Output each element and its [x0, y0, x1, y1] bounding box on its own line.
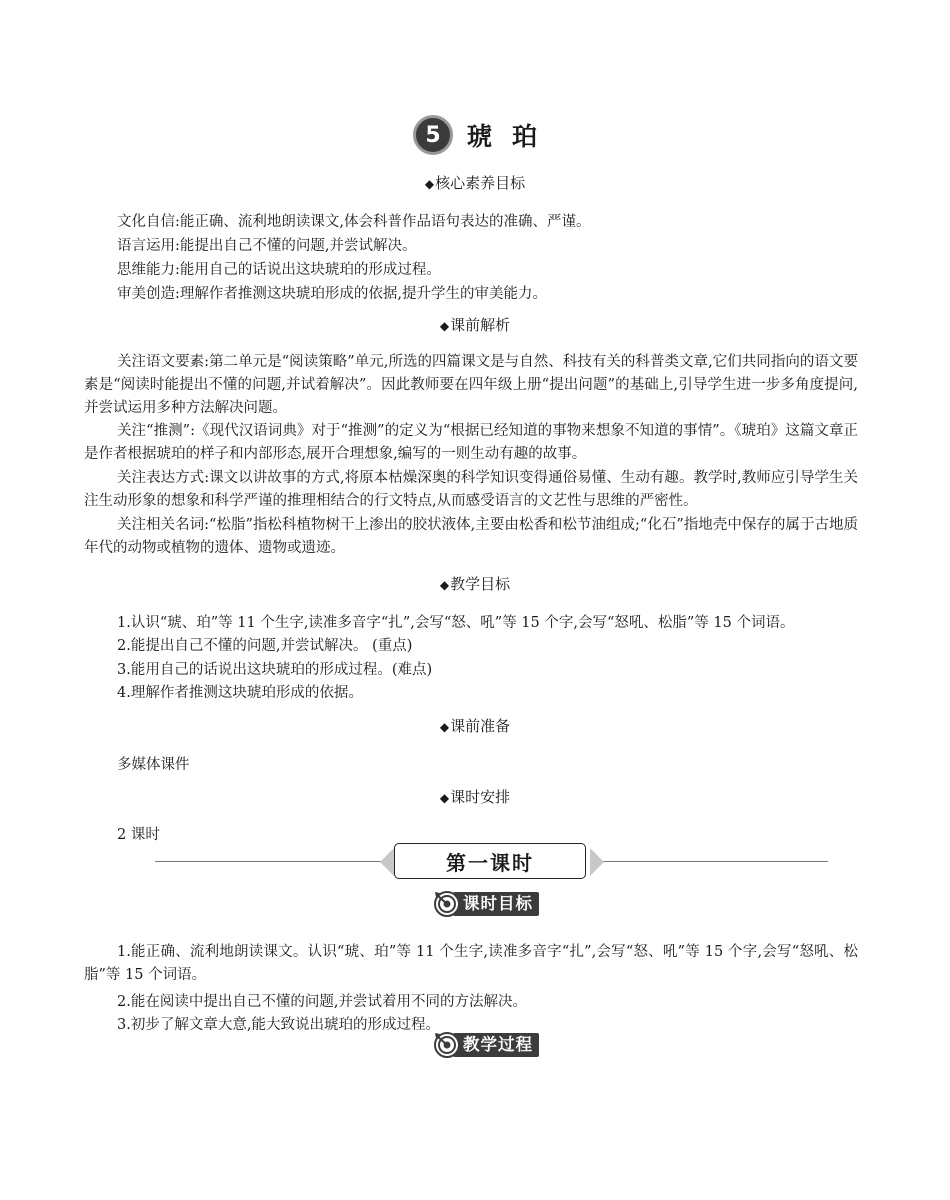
core-goal-item: 文化自信:能正确、流利地朗读课文,体会科普作品语句表达的准确、严谨。 [117, 214, 591, 230]
core-goal-item: 审美创造:理解作者推测这块琥珀形成的依据,提升学生的审美能力。 [117, 286, 547, 302]
lesson-title-text: 琥珀 [466, 122, 557, 151]
divider-line-right [598, 861, 828, 862]
banner-arrow-left [380, 848, 394, 876]
section-heading-schedule: ◆课时安排 [439, 788, 511, 806]
section-heading-pre-analysis: ◆课前解析 [439, 316, 511, 334]
target-icon [434, 891, 460, 917]
core-goal-item: 思维能力:能用自己的话说出这块琥珀的形成过程。 [117, 262, 441, 278]
lesson-goal-item: 1.能正确、流利地朗读课文。认识“琥、珀”等 11 个生字,读准多音字“扎”,会写“怒、吼”等 15 个字,会写“怒吼、松脂”等 15 个词语。 [84, 944, 858, 983]
section-heading-core-goals: ◆核心素养目标 [424, 174, 526, 192]
first-lesson-title: 第一课时 [394, 843, 586, 879]
diamond-icon: ◆ [439, 319, 450, 333]
target-icon [434, 1032, 460, 1058]
teaching-goal-item: 2.能提出自己不懂的问题,并尝试解决。 (重点) [117, 638, 413, 654]
lesson-goal-item: 2.能在阅读中提出自己不懂的问题,并尝试着用不同的方法解决。 [117, 994, 527, 1010]
teaching-goal-item: 4.理解作者推测这块琥珀形成的依据。 [117, 685, 363, 701]
analysis-paragraph: 关注表达方式:课文以讲故事的方式,将原本枯燥深奥的科学知识变得通俗易懂、生动有趣。教学时,教师应引导学生关注生动形象的想象和科学严谨的推理相结合的行文特点,从而感受语言的文艺性与思维的严密性。 [84, 470, 858, 509]
diamond-icon: ◆ [439, 720, 450, 734]
teaching-goal-item: 1.认识“琥、珀”等 11 个生字,读准多音字“扎”,会写“怒、吼”等 15 个字,会写“怒吼、松脂”等 15 个词语。 [117, 615, 795, 631]
teaching-goal-item: 3.能用自己的话说出这块琥珀的形成过程。(难点) [117, 662, 433, 678]
schedule-content: 2 课时 [117, 827, 160, 843]
section-heading-preparation: ◆课前准备 [439, 717, 511, 735]
section-heading-teaching-goals: ◆教学目标 [439, 575, 511, 593]
lesson-title [0, 113, 950, 157]
lesson-goal-item: 3.初步了解文章大意,能大致说出琥珀的形成过程。 [117, 1017, 440, 1033]
diamond-icon: ◆ [439, 578, 450, 592]
diamond-icon: ◆ [439, 791, 450, 805]
teaching-process-badge: 教学过程 [434, 1033, 539, 1057]
diamond-icon: ◆ [424, 177, 435, 191]
core-goal-item: 语言运用:能提出自己不懂的问题,并尝试解决。 [117, 238, 417, 254]
analysis-paragraph: 关注语文要素:第二单元是“阅读策略”单元,所选的四篇课文是与自然、科技有关的科普类文章,它们共同指向的语文要素是“阅读时能提出不懂的问题,并试着解决”。因此教师要在四年级上册“提出问题”的基础上,引导学生进一步多角度提问,并尝试运用多种方法解决问题。 [84, 354, 858, 416]
preparation-content: 多媒体课件 [117, 757, 190, 773]
analysis-paragraph: 关注相关名词:“松脂”指松科植物树干上渗出的胶状液体,主要由松香和松节油组成;“化石”指地壳中保存的属于古地质年代的动物或植物的遗体、遗物或遗迹。 [84, 517, 858, 556]
analysis-paragraph: 关注“推测”:《现代汉语词典》对于“推测”的定义为“根据已经知道的事物来想象不知道的事情”。《琥珀》这篇文章正是作者根据琥珀的样子和内部形态,展开合理想象,编写的一则生动有趣的故事。 [84, 423, 858, 462]
lesson-number: 5 [413, 115, 453, 155]
lesson-goals-badge: 课时目标 [434, 892, 539, 916]
banner-arrow-right [590, 848, 604, 876]
divider-line-left [155, 861, 387, 862]
